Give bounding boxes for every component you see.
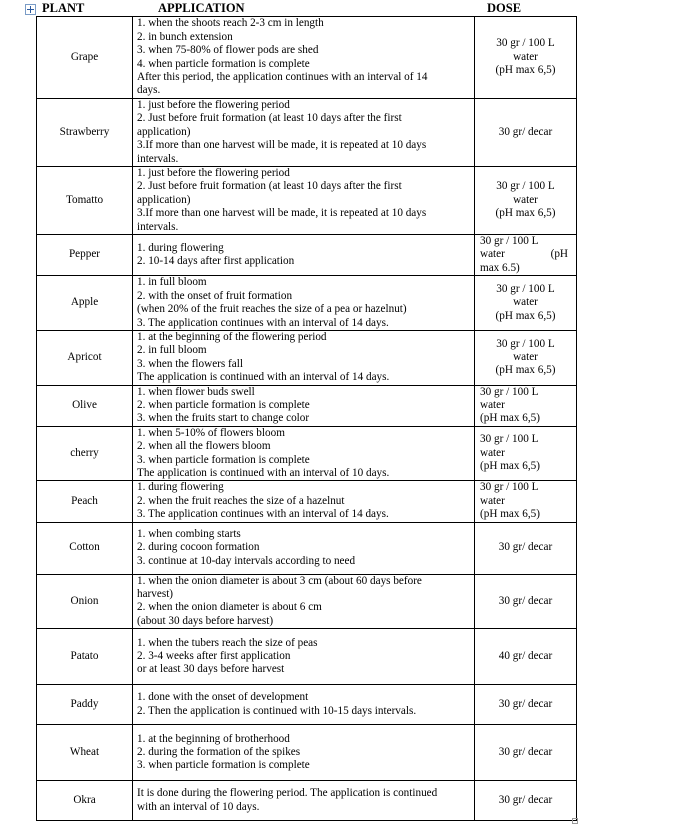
table-body	[37, 17, 577, 821]
application-line: 3. when the fruits start to change color	[137, 412, 310, 425]
table-row	[37, 167, 577, 235]
application-line: 3. when particle formation is complete	[137, 453, 310, 466]
plant-cell: cherry	[37, 426, 133, 481]
dose-cell	[475, 685, 577, 725]
dose-line: 30 gr/ decar	[498, 125, 553, 138]
dose-line: 30 gr/ decar	[498, 541, 553, 554]
application-cell	[133, 99, 475, 167]
application-line: harvest)	[137, 588, 174, 600]
application-line: The application is continued with an interval of 14 days.	[137, 371, 390, 384]
table-row	[37, 235, 577, 276]
dose-cell	[475, 235, 577, 276]
application-line: After this period, the application continues with an interval of 14	[137, 70, 428, 83]
dose-line: 40 gr/ decar	[498, 650, 553, 663]
application-line: The application is continued with an interval of 10 days.	[137, 466, 390, 479]
dose-cell	[475, 426, 577, 481]
dose-line: 30 gr / 100 L	[496, 180, 555, 193]
application-line: 3. when the flowers fall	[137, 357, 243, 370]
application-line: 2. during cocoon formation	[137, 541, 260, 554]
application-line: 1. during flowering	[137, 481, 224, 494]
table-row	[37, 17, 577, 99]
table-row	[37, 574, 577, 629]
application-line: 2. when particle formation is complete	[137, 398, 310, 411]
dose-cell	[475, 17, 577, 99]
plant-cell: Apricot	[37, 330, 133, 385]
dose-cell	[475, 781, 577, 821]
plant-cell: Onion	[37, 574, 133, 629]
dose-cell	[475, 574, 577, 629]
application-line: 1. when 5-10% of flowers bloom	[137, 426, 285, 439]
plant-cell: Paddy	[37, 685, 133, 725]
table-row	[37, 99, 577, 167]
dose-line: 30 gr / 100 L	[496, 37, 555, 50]
header-plant: PLANT	[42, 1, 85, 15]
dose-cell	[475, 725, 577, 781]
application-line: 1. just before the flowering period	[137, 99, 290, 111]
dose-line: (pH max 6,5)	[495, 64, 556, 77]
application-line: 3. continue at 10-day intervals according to need	[137, 554, 356, 567]
application-line: 2. Then the application is continued with 10-15 days intervals.	[137, 704, 417, 717]
application-line: 2. with the onset of fruit formation	[137, 289, 293, 302]
dose-line: water	[480, 494, 505, 507]
table-row	[37, 481, 577, 522]
dose-cell	[475, 629, 577, 685]
application-line: 1. done with the onset of development	[137, 691, 309, 704]
dose-line: water	[513, 193, 538, 206]
application-line: days.	[137, 84, 161, 97]
application-line: 1. in full bloom	[137, 276, 207, 289]
dose-cell	[475, 330, 577, 385]
application-line: 2. when all the flowers bloom	[137, 440, 271, 453]
application-line: intervals.	[137, 220, 179, 233]
plant-cell: Peach	[37, 481, 133, 522]
table-row	[37, 685, 577, 725]
application-line: 3. The application continues with an interval of 14 days.	[137, 316, 389, 329]
dose-line: 30 gr / 100 L	[496, 282, 555, 295]
application-cell	[133, 330, 475, 385]
dose-line-group	[480, 248, 576, 261]
dose-line: water	[480, 248, 505, 261]
table-row	[37, 781, 577, 821]
dose-line: 30 gr / 100 L	[480, 235, 539, 248]
dose-cell	[475, 99, 577, 167]
application-line: or at least 30 days before harvest	[137, 663, 285, 676]
dose-line: 30 gr / 100 L	[480, 385, 539, 398]
application-cell	[133, 725, 475, 781]
plant-cell: Tomatto	[37, 167, 133, 235]
application-line: 3. The application continues with an interval of 14 days.	[137, 508, 389, 521]
application-line: 1. when combing starts	[137, 527, 241, 540]
plant-cell: Grape	[37, 17, 133, 99]
application-cell	[133, 276, 475, 331]
dose-line: max 6.5)	[480, 261, 520, 274]
application-line: 2. Just before fruit formation (at least 10 days after the first	[137, 180, 402, 193]
dose-line: 30 gr / 100 L	[480, 481, 539, 494]
application-line: 3. when 75-80% of flower pods are shed	[137, 44, 319, 57]
application-line: 1. at the beginning of the flowering period	[137, 330, 327, 343]
table-row	[37, 330, 577, 385]
application-line: 2. in bunch extension	[137, 30, 233, 43]
application-line: 2. when the fruit reaches the size of a hazelnut	[137, 494, 345, 507]
dose-line: (pH max 6,5)	[495, 364, 556, 377]
dose-line: 30 gr/ decar	[498, 746, 553, 759]
application-line: intervals.	[137, 152, 179, 165]
application-cell	[133, 17, 475, 99]
application-cell	[133, 481, 475, 522]
table-row	[37, 276, 577, 331]
application-line: 2. 3-4 weeks after first application	[137, 650, 291, 663]
application-line: (about 30 days before harvest)	[137, 614, 274, 627]
plant-cell: Wheat	[37, 725, 133, 781]
application-line: application)	[137, 125, 191, 138]
plant-cell: Patato	[37, 629, 133, 685]
dose-line: water	[480, 446, 505, 459]
dose-cell	[475, 167, 577, 235]
plant-cell: Olive	[37, 385, 133, 426]
application-cell	[133, 781, 475, 821]
plant-cell: Apple	[37, 276, 133, 331]
application-cell	[133, 574, 475, 629]
application-table	[36, 16, 577, 821]
application-cell	[133, 385, 475, 426]
table-row	[37, 522, 577, 574]
table-move-handle[interactable]	[25, 4, 36, 15]
application-line: 2. in full bloom	[137, 344, 207, 357]
application-line: 3. when particle formation is complete	[137, 759, 310, 772]
application-line: 2. during the formation of the spikes	[137, 746, 301, 759]
application-cell	[133, 167, 475, 235]
dose-line: (pH max 6,5)	[495, 207, 556, 220]
plant-cell: Strawberry	[37, 99, 133, 167]
table-resize-handle[interactable]	[572, 818, 578, 824]
dose-line: water	[513, 351, 538, 364]
application-line: application)	[137, 193, 191, 206]
table-row	[37, 385, 577, 426]
plant-cell: Cotton	[37, 522, 133, 574]
dose-line: (pH	[550, 248, 568, 261]
application-line: It is done during the flowering period. The application is continued	[137, 787, 438, 800]
application-line: 1. when flower buds swell	[137, 385, 255, 398]
application-line: with an interval of 10 days.	[137, 800, 260, 813]
dose-line: 30 gr/ decar	[498, 698, 553, 711]
table-row	[37, 426, 577, 481]
application-line: 3.If more than one harvest will be made, it is repeated at 10 days	[137, 207, 427, 220]
application-line: 1. at the beginning of brotherhood	[137, 732, 290, 745]
dose-line: 30 gr / 100 L	[480, 433, 539, 446]
application-line: 1. when the onion diameter is about 3 cm (about 60 days before	[137, 574, 422, 587]
dose-cell	[475, 481, 577, 522]
dose-line: 30 gr / 100 L	[496, 337, 555, 350]
application-cell	[133, 629, 475, 685]
table-row	[37, 629, 577, 685]
plant-cell: Pepper	[37, 235, 133, 276]
application-line: 1. when the shoots reach 2-3 cm in length	[137, 17, 324, 30]
dose-cell	[475, 385, 577, 426]
application-line: 2. 10-14 days after first application	[137, 255, 295, 268]
table-row	[37, 725, 577, 781]
dose-cell	[475, 276, 577, 331]
application-cell	[133, 522, 475, 574]
application-line: 1. when the tubers reach the size of peas	[137, 636, 318, 649]
application-line: 1. just before the flowering period	[137, 167, 290, 180]
header-application: APPLICATION	[158, 1, 245, 15]
header-dose: DOSE	[487, 1, 522, 15]
dose-line: 30 gr/ decar	[498, 794, 553, 807]
application-line: 1. during flowering	[137, 241, 224, 254]
dose-line: water	[513, 296, 538, 309]
dose-line: (pH max 6,5)	[480, 460, 540, 473]
application-line: 2. when the onion diameter is about 6 cm	[137, 601, 322, 614]
dose-line: water	[480, 398, 505, 411]
application-line: 2. Just before fruit formation (at least 10 days after the first	[137, 112, 402, 125]
application-cell	[133, 685, 475, 725]
application-cell	[133, 426, 475, 481]
dose-line: (pH max 6,5)	[480, 412, 540, 425]
dose-line: (pH max 6,5)	[495, 309, 556, 322]
dose-line: water	[513, 50, 538, 63]
plant-cell: Okra	[37, 781, 133, 821]
application-line: 3.If more than one harvest will be made, it is repeated at 10 days	[137, 139, 427, 152]
dose-cell	[475, 522, 577, 574]
dose-line: 30 gr/ decar	[498, 594, 553, 607]
dose-line: (pH max 6,5)	[480, 508, 540, 521]
application-line: 4. when particle formation is complete	[137, 57, 310, 70]
application-cell	[133, 235, 475, 276]
application-line: (when 20% of the fruit reaches the size of a pea or hazelnut)	[137, 303, 407, 316]
